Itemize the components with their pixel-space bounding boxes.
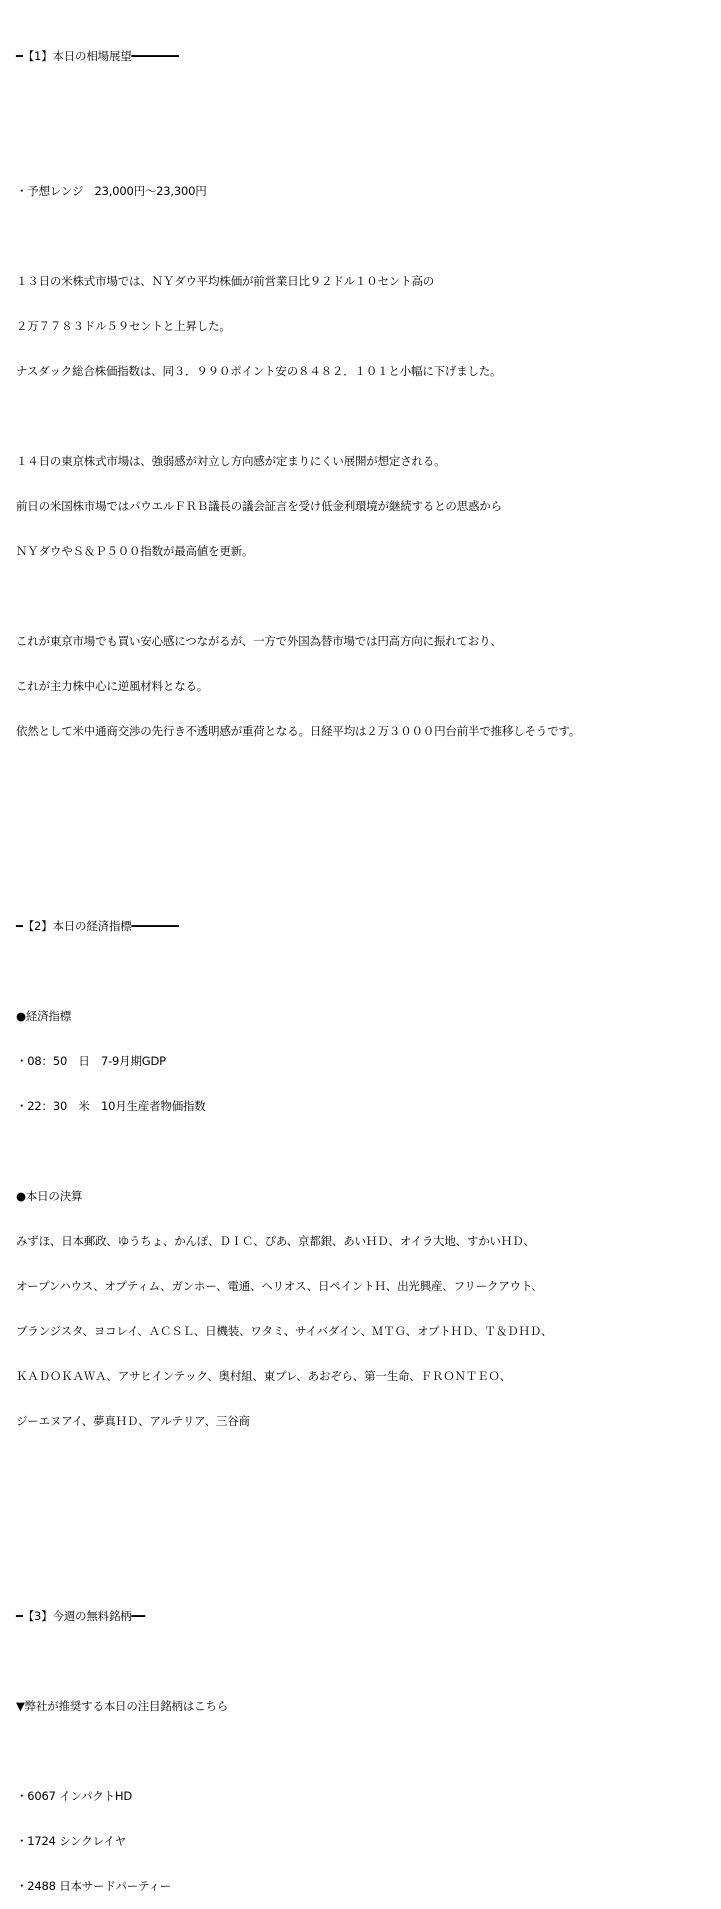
- spacer: [16, 1654, 716, 1669]
- market-text-line: 前日の米国株市場ではパウエルＦＲＢ議長の議会証言を受け低金利環境が継続するとの思惑から: [16, 499, 502, 513]
- market-text-line: １３日の米株式市場では、ＮＹダウ平均株価が前営業日比９２ドル１０セント高の: [16, 274, 435, 288]
- spacer: [16, 1504, 716, 1519]
- earnings-title: ●本日の決算: [16, 1189, 83, 1203]
- market-text-line: これが主力株中心に逆風材料となる。: [16, 679, 209, 693]
- spacer: [16, 769, 716, 784]
- earnings-line: みずほ、日本郵政、ゆうちょ、かんぽ、ＤＩＣ、ぴあ、京都銀、あいＨＤ、オイラ大地、すかいＨＤ、: [16, 1234, 535, 1248]
- indicator-item: ・22：30 米 10月生産者物価指数: [16, 1099, 206, 1113]
- earnings-line: ＫＡＤＯＫＡＷＡ、アサヒインテック、奥村組、東プレ、あおぞら、第一生命、ＦＲＯＮＴＥＯ、: [16, 1369, 512, 1383]
- indicators-title: ●経済指標: [16, 1009, 72, 1023]
- section3-heading: ━【3】今週の無料銘柄━━: [16, 1609, 145, 1623]
- market-text-line: 依然として米中通商交渉の先行き不透明感が重荷となる。日経平均は２万３０００円台前半で推移しそうです。: [16, 724, 581, 738]
- stock-item: ・1724 シンクレイヤ: [16, 1834, 126, 1848]
- spacer: [16, 1549, 716, 1564]
- earnings-line: オープンハウス、オプティム、ガンホー、電通、ヘリオス、日ペイントＨ、出光興産、フリークアウト、: [16, 1279, 543, 1293]
- spacer: [16, 1144, 716, 1159]
- spacer: [16, 139, 716, 154]
- spacer: [16, 814, 716, 829]
- section1-heading: ━【1】本日の相場展望━━━━━━━: [16, 49, 179, 63]
- market-text-line: １４日の東京株式市場は、強弱感が対立し方向感が定まりにくい展開が想定される。: [16, 454, 446, 468]
- forecast-range: ・予想レンジ 23,000円～23,300円: [16, 184, 207, 198]
- stock-item: ・6067 インパクトHD: [16, 1789, 133, 1803]
- stock-item: ・2488 日本サードパーティー: [16, 1879, 172, 1893]
- spacer: [16, 94, 716, 109]
- section2-heading: ━【2】本日の経済指標━━━━━━━: [16, 919, 179, 933]
- indicator-item: ・08：50 日 7-9月期GDP: [16, 1054, 166, 1068]
- spacer: [16, 229, 716, 244]
- market-text-line: これが東京市場でも買い安心感につながるが、一方で外国為替市場では円高方向に振れており、: [16, 634, 502, 648]
- market-text-line: ナスダック総合株価指数は、同３．９９０ポイント安の８４８２．１０１と小幅に下げました。: [16, 364, 502, 378]
- earnings-line: ブランジスタ、ヨコレイ、ＡＣＳＬ、日機装、ワタミ、サイバダイン、ＭＴＧ、オプトＨＤ、Ｔ＆ＤＨＤ、: [16, 1324, 553, 1338]
- spacer: [16, 589, 716, 604]
- spacer: [16, 859, 716, 874]
- spacer: [16, 1459, 716, 1474]
- spacer: [16, 1744, 716, 1759]
- spacer: [16, 409, 716, 424]
- newsletter-body: [16, 19, 716, 1909]
- earnings-line: ジーエヌアイ、夢真ＨＤ、アルテリア、三谷商: [16, 1414, 250, 1428]
- spacer: [16, 964, 716, 979]
- market-text-line: ２万７７８３ドル５９セントと上昇した。: [16, 319, 231, 333]
- market-text-line: ＮＹダウやＳ＆Ｐ５００指数が最高値を更新。: [16, 544, 254, 558]
- recommend-link-text: ▼弊社が推奨する本日の注目銘柄はこちら: [16, 1699, 229, 1713]
